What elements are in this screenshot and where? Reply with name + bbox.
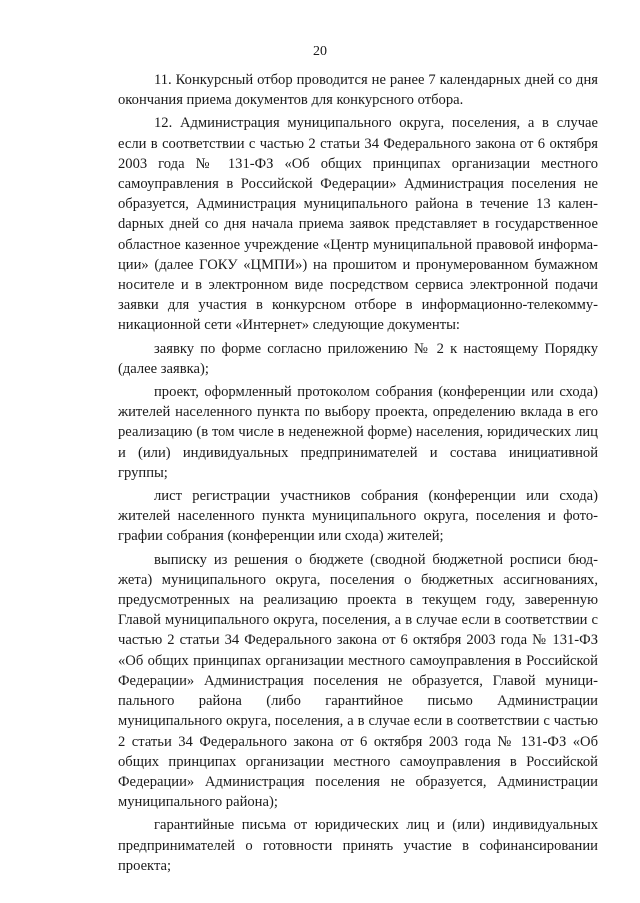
list-item-guarantee-letters: гарантийные письма от юридических лиц и (или) индивидуальных предпринимателей о готовности принять участие в софинансировании проекта; [118,817,598,874]
list-item-application: заявку по форме согласно приложению № 2 к настоящему Порядку (далее заявка); [118,340,598,377]
list-item-budget-extract: выписку из решения о бюджете (сводной бюджетной росписи бюджета) муниципального округа, поселения о бюджетных ассигнованиях, предусмотренных на реализацию проекта в текущем году, заверенную Главой муниципального округа, поселения, а в случае если в соответствии с частью 2 статьи 34 Федерального закона от 6 октября 2003 года № 131-ФЗ «Об общих принципах организации местного самоуправления в Российской Федерации» Администрация поселения не образуется, Главой муниципального района (либо гарантийное письмо Администрации муниципального округа, поселения, а в случае если в соответствии с частью 2 статьи 34 Федерального закона от 6 октября 2003 года № 131-ФЗ «Об общих принципах организации местного самоуправления в Российской Федерации» Администрация поселения не образуется, Администрации муниципального района); [118,551,598,811]
paragraph-12-document-submission: 12. Администрация муниципального округа, поселения, а в случае если в соответствии с частью 2 статьи 34 Федерального закона от 6 октября 2003 года № 131-ФЗ «Об общих принципах организации местного самоуправления в Российской Федерации» Администрация поселения не образуется, Администрация муниципального района в течение 13 каленdарных дней со дня начала приема заявок представляет в государственное областное казенное учреждение «Центр муниципальной правовой информации» (далее ГОКУ «ЦМПИ») на прошитом и пронумерованном бумажном носителе и в электронном виде посредством сервиса электронной подачи заявки для участия в конкурсном отборе в информационно-телекоммуникационной сети «Интернет» следующие документы: [118,115,598,334]
list-item-registration-sheet: лист регистрации участников собрания (конференции или схода) жителей населенного пункта муниципального округа, поселения и фотографии собрания (конференции или схода) жителей; [118,488,598,545]
list-item-project-protocol: проект, оформленный протоколом собрания (конференции или схода) жителей населенного пункта по выбору проекта, определению вклада в его реализацию (в том числе в неденежной форме) населения, юридических лиц и (или) индивидуальных предпринимателей и состава инициативной группы; [118,384,598,481]
page-number: 20 [313,44,327,59]
paragraph-11-competition-timing: 11. Конкурсный отбор проводится не ранее 7 календарных дней со дня окончания приема документов для конкурсного отбора. [118,72,598,109]
document-body [118,70,598,876]
